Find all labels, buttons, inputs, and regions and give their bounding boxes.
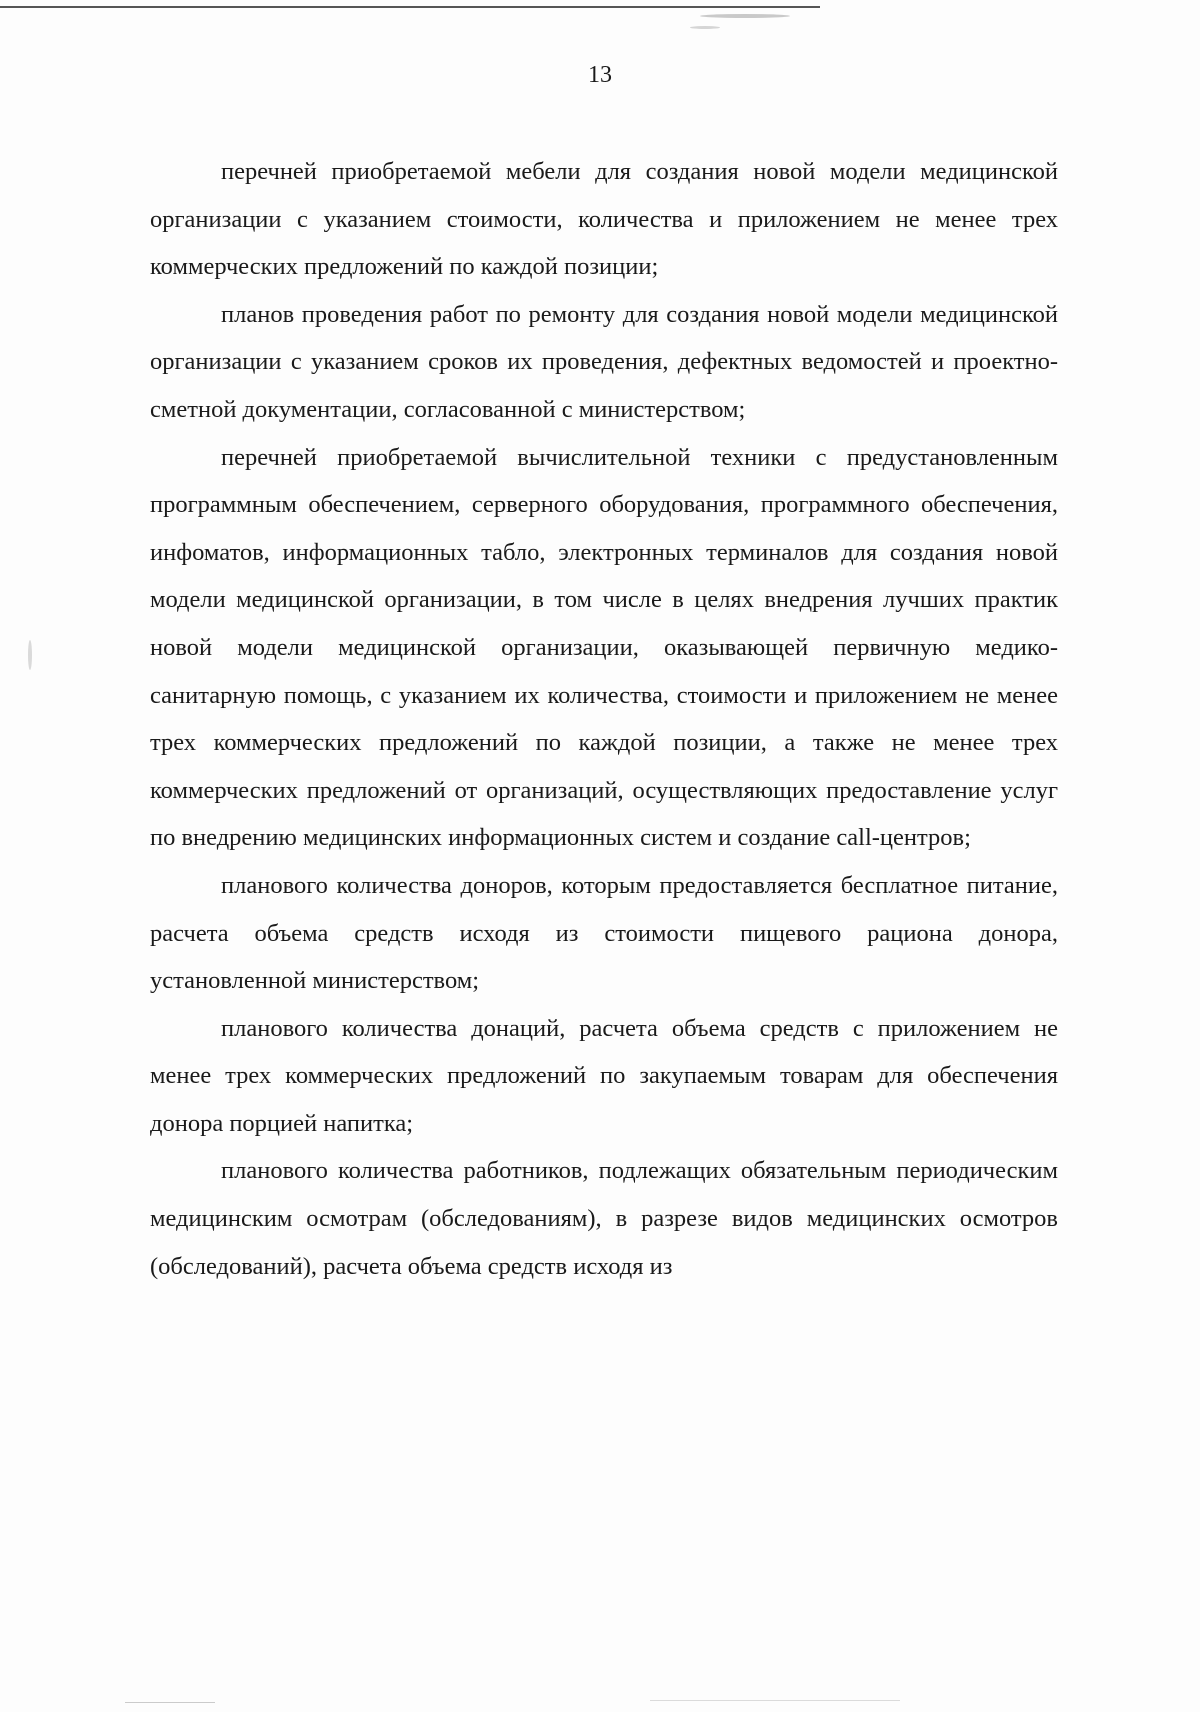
paragraph-repair-plans: планов проведения работ по ремонту для создания новой модели медицинской организации с указанием сроков их проведения, дефектных ведомостей и проектно-сметной документации, согласованной с министерством; bbox=[150, 300, 1058, 423]
scan-speck bbox=[28, 640, 32, 670]
paragraph-computer-equipment: перечней приобретаемой вычислительной техники с предустановленным программным обеспечением, серверного оборудования, программного обеспечения, инфоматов, информационных табло, электронных терминалов для создания новой модели медицинской организации, в том числе в целях внедрения лучших практик новой модели медицинской организации, оказывающей первичную медико-санитарную помощь, с указанием их количества, стоимости и приложением не менее трех коммерческих предложений по каждой позиции, а также не менее трех коммерческих предложений от организаций, осуществляющих предоставление услуг по внедрению медицинских информационных систем и создание call-центров; bbox=[150, 443, 1058, 852]
scan-bottom-mark bbox=[650, 1700, 900, 1701]
scan-bottom-mark bbox=[125, 1702, 215, 1703]
scan-speck bbox=[700, 14, 790, 18]
paragraph-medical-checkups: планового количества работников, подлежащих обязательным периодическим медицинским осмотрам (обследованиям), в разрезе видов медицинских осмотров (обследований), расчета объема средств исходя из bbox=[150, 1157, 1058, 1280]
paragraph-donations: планового количества донаций, расчета объема средств с приложением не менее трех коммерческих предложений по закупаемым товарам для обеспечения донора порцией напитка; bbox=[150, 1014, 1058, 1137]
scan-top-rule bbox=[0, 6, 820, 8]
paragraph-furniture: перечней приобретаемой мебели для создания новой модели медицинской организации с указанием стоимости, количества и приложением не менее трех коммерческих предложений по каждой позиции; bbox=[150, 158, 1058, 281]
page-number: 13 bbox=[588, 62, 612, 88]
scan-speck bbox=[690, 26, 720, 29]
document-body bbox=[150, 148, 1058, 1290]
paragraph-donor-meals: планового количества доноров, которым предоставляется бесплатное питание, расчета объема средств исходя из стоимости пищевого рациона донора, установленной министерством; bbox=[150, 871, 1058, 995]
